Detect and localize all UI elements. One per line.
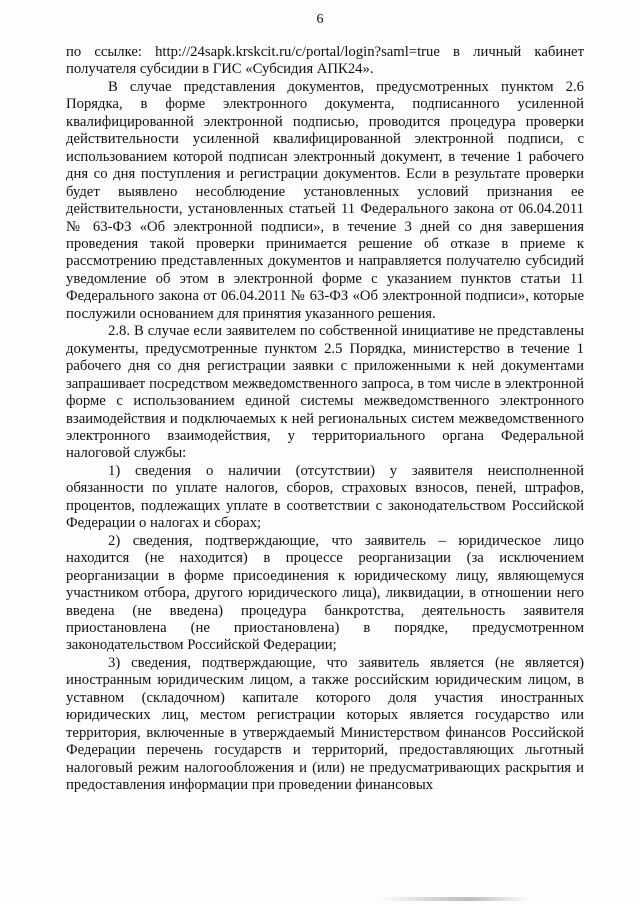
page-number: 6 xyxy=(316,12,324,27)
scan-artifact xyxy=(380,897,530,901)
paragraph-link-continuation: по ссылке: http://24sapk.krskcit.ru/c/portal/login?saml=true в личный кабинет получателя субсидии в ГИС «Субсидия АПК24». xyxy=(66,44,584,78)
paragraph-section-2-8: 2.8. В случае если заявителем по собственной инициативе не представлены документы, предусмотренные пунктом 2.5 Порядка, министерство в течение 1 рабочего дня со дня регистрации заявки с приложенными к ней документами запрашивает посредством межведомственного запроса, в том числе в электронной форме с использованием единой системы межведомственного электронного взаимодействия и подключаемых к ней региональных систем межведомственного электронного взаимодействия, у территориального органа Федеральной налоговой службы: xyxy=(66,323,584,462)
paragraph-item-1-tax-debt: 1) сведения о наличии (отсутствии) у заявителя неисполненной обязанности по уплате налогов, сборов, страховых взносов, пеней, штрафов, процентов, подлежащих уплате в соответствии с законодательством Российской Федерации о налогах и сборах; xyxy=(66,462,584,532)
document-body xyxy=(66,44,584,794)
paragraph-item-3-foreign-entity: 3) сведения, подтверждающие, что заявитель является (не является) иностранным юридическим лицом, а также российским юридическим лицом, в уставном (складочном) капитале которого доля участия иностранных юридических лиц, местом регистрации которых является государство или территория, включенные в утверждаемый Министерством финансов Российской Федерации перечень государств и территорий, предоставляющих льготный налоговый режим налогообложения и (или) не предусматривающих раскрытия и предоставления информации при проведении финансовых xyxy=(66,654,584,794)
paragraph-item-2-reorganization: 2) сведения, подтверждающие, что заявитель – юридическое лицо находится (не находится) в процессе реорганизации (за исключением реорганизации в форме присоединения к юридическому лицу, являющемуся участником отбора, другого юридического лица), ликвидации, в отношении него введена (не введена) процедура банкротства, деятельность заявителя приостановлена (не приостановлена) в порядке, предусмотренном законодательством Российской Федерации; xyxy=(66,532,584,654)
paragraph-signature-verification: В случае представления документов, предусмотренных пунктом 2.6 Порядка, в форме электронного документа, подписанного усиленной квалифицированной электронной подписью, проводится процедура проверки действительности усиленной квалифицированной электронной подписи, с использованием которой подписан электронный документ, в течение 1 рабочего дня со дня поступления и регистрации документов. Если в результате проверки будет выявлено несоблюдение установленных условий признания ее действительности, установленных статьей 11 Федерального закона от 06.04.2011 № 63-ФЗ «Об электронной подписи», в течение 3 дней со дня завершения проведения такой проверки принимается решение об отказе в приеме к рассмотрению представленных документов и направляется получателю субсидий уведомление об этом в электронной форме с указанием пунктов статьи 11 Федерального закона от 06.04.2011 № 63-ФЗ «Об электронной подписи», которые послужили основанием для принятия указанного решения. xyxy=(66,78,584,322)
